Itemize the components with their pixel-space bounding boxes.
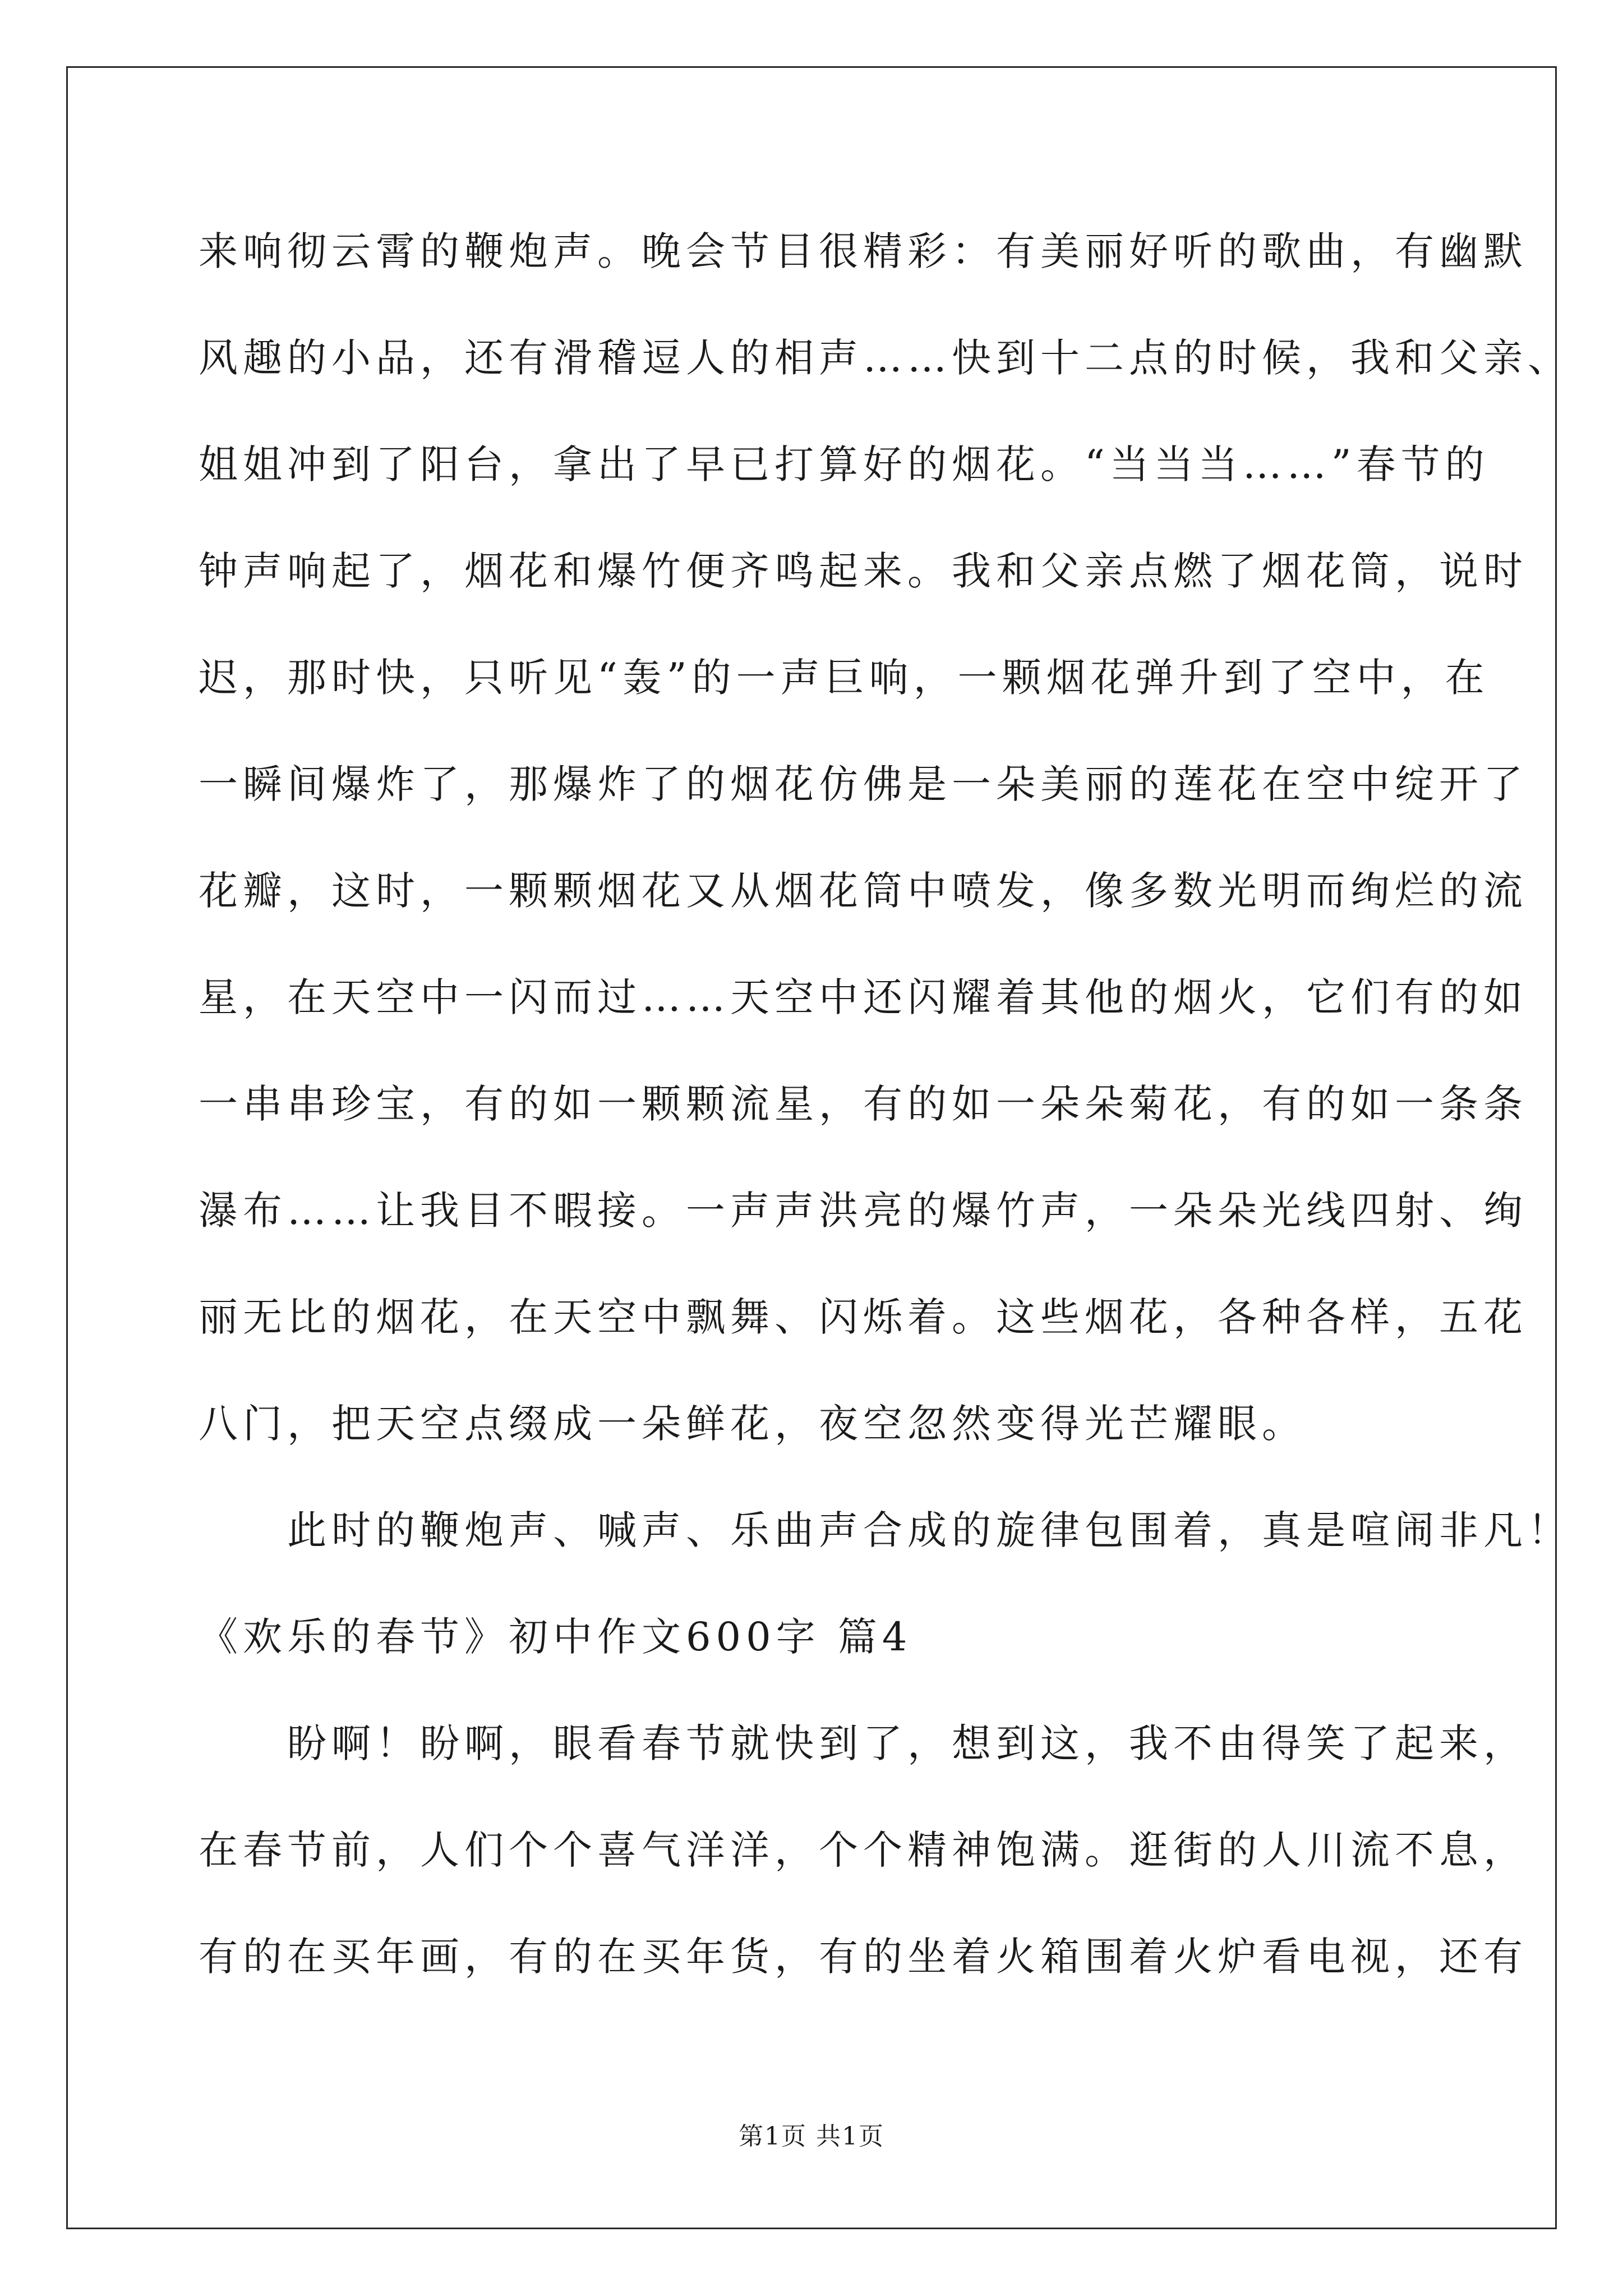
text-line: 来响彻云霄的鞭炮声。晚会节目很精彩：有美丽好听的歌曲，有幽默 bbox=[199, 228, 1528, 274]
text-line: 一瞬间爆炸了，那爆炸了的烟花仿佛是一朵美丽的莲花在空中绽开了 bbox=[199, 761, 1528, 807]
text-line: 一串串珍宝，有的如一颗颗流星，有的如一朵朵菊花，有的如一条条 bbox=[199, 1081, 1528, 1127]
text-line: 有的在买年画，有的在买年货，有的坐着火箱围着火炉看电视，还有 bbox=[199, 1934, 1528, 1980]
page-footer: 第1页 共1页 bbox=[739, 2122, 884, 2151]
text-line: 姐姐冲到了阳台，拿出了早已打算好的烟花。“当当当……”春节的 bbox=[199, 441, 1490, 487]
text-line: 花瓣，这时，一颗颗烟花又从烟花筒中喷发，像多数光明而绚烂的流 bbox=[199, 868, 1528, 914]
text-line: 迟，那时快，只听见“轰”的一声巨响，一颗烟花弹升到了空中，在 bbox=[199, 655, 1490, 701]
text-line: 风趣的小品，还有滑稽逗人的相声……快到十二点的时候，我和父亲、 bbox=[199, 335, 1572, 381]
text-line: 八门，把天空点缀成一朵鲜花，夜空忽然变得光芒耀眼。 bbox=[199, 1401, 1306, 1447]
text-line: 丽无比的烟花，在天空中飘舞、闪烁着。这些烟花，各种各样，五花 bbox=[199, 1294, 1528, 1340]
text-line: 盼啊！盼啊，眼看春节就快到了，想到这，我不由得笑了起来， bbox=[199, 1720, 1528, 1766]
text-line: 此时的鞭炮声、喊声、乐曲声合成的旋律包围着，真是喧闹非凡！ bbox=[199, 1507, 1572, 1553]
text-line: 瀑布……让我目不暇接。一声声洪亮的爆竹声，一朵朵光线四射、绚 bbox=[199, 1188, 1528, 1234]
text-line: 在春节前，人们个个喜气洋洋，个个精神饱满。逛街的人川流不息， bbox=[199, 1827, 1528, 1873]
page-border bbox=[66, 66, 1572, 2229]
text-line: 星，在天空中一闪而过……天空中还闪耀着其他的烟火，它们有的如 bbox=[199, 974, 1528, 1020]
text-line: 钟声响起了，烟花和爆竹便齐鸣起来。我和父亲点燃了烟花筒，说时 bbox=[199, 548, 1528, 594]
section-heading: 《欢乐的春节》初中作文600字 篇4 bbox=[199, 1614, 912, 1660]
